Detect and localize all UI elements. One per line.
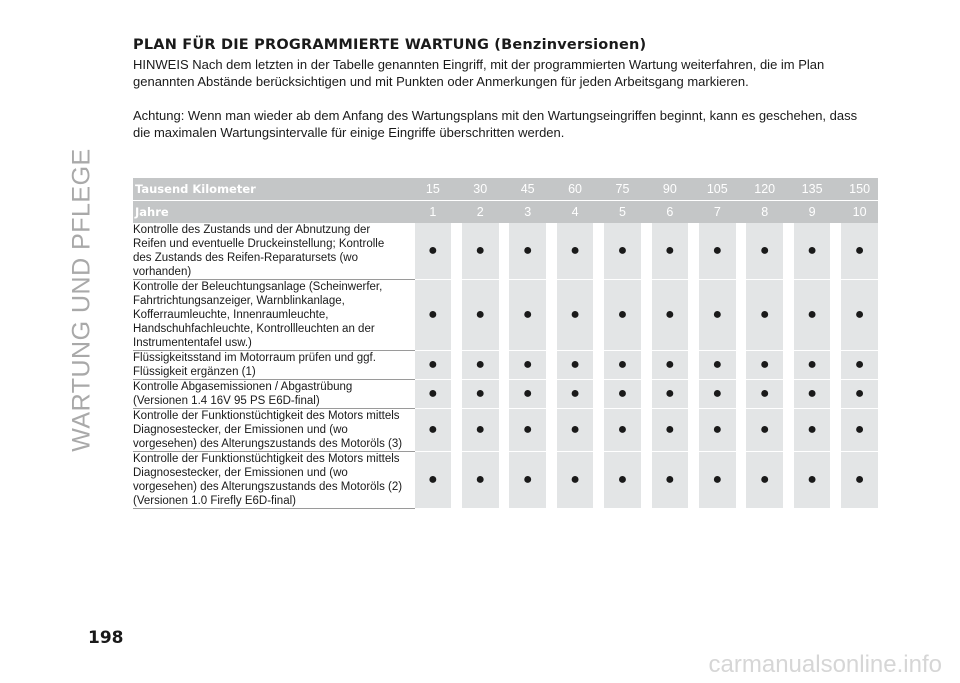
years-value: 4 <box>557 201 594 224</box>
cell-spacer <box>593 351 604 380</box>
service-description: Kontrolle Abgasemissionen / Abgastrübung (Versionen 1.4 16V 95 PS E6D-final) <box>133 380 402 409</box>
interval-cell <box>509 409 546 452</box>
cell-spacer <box>499 351 510 380</box>
page-content <box>133 36 878 141</box>
interval-cell <box>746 351 783 380</box>
service-mark-dot: ● <box>428 242 438 259</box>
header-spacer <box>783 178 794 201</box>
cell-spacer <box>830 452 841 509</box>
service-mark-dot: ● <box>522 471 533 488</box>
interval-cell <box>462 452 499 509</box>
km-value: 15 <box>415 178 452 201</box>
km-value: 45 <box>509 178 546 201</box>
cell-spacer <box>451 351 462 380</box>
interval-cell <box>652 351 689 380</box>
cell-spacer <box>451 223 462 280</box>
service-description: Kontrolle der Funktionstüchtigkeit des Motors mittels Diagnosestecker, der Emissionen und (wo vorgesehen) des Alterungszustands des Motoröls (3) <box>133 410 403 450</box>
service-mark-dot: ● <box>428 471 438 488</box>
service-mark-dot: ● <box>759 421 770 438</box>
cell-spacer <box>688 380 699 409</box>
service-mark-dot: ● <box>570 242 580 259</box>
service-mark-dot: ● <box>570 306 580 323</box>
cell-spacer <box>736 380 747 409</box>
cell-spacer <box>830 280 841 351</box>
years-value: 2 <box>462 201 499 224</box>
service-mark-dot: ● <box>854 356 865 373</box>
cell-spacer <box>783 351 794 380</box>
service-mark-dot: ● <box>428 421 438 438</box>
header-spacer <box>499 201 510 224</box>
interval-cell <box>604 351 641 380</box>
cell-spacer <box>593 452 604 509</box>
cell-spacer <box>546 351 557 380</box>
years-value: 1 <box>415 201 452 224</box>
interval-cell <box>699 409 736 452</box>
interval-cell <box>415 223 452 280</box>
interval-cell <box>557 452 594 509</box>
interval-cell <box>746 380 783 409</box>
interval-cell <box>462 280 499 351</box>
years-header-row <box>133 201 878 224</box>
cell-spacer <box>830 351 841 380</box>
km-value: 105 <box>699 178 736 201</box>
header-spacer <box>451 201 462 224</box>
interval-cell <box>841 380 878 409</box>
interval-cell <box>746 452 783 509</box>
header-spacer <box>546 178 557 201</box>
cell-spacer <box>499 380 510 409</box>
service-mark-dot: ● <box>475 471 486 488</box>
service-mark-dot: ● <box>807 421 817 438</box>
note-paragraph: HINWEIS Nach dem letzten in der Tabelle genannten Eingriff, mit der programmierten Wartung weiterfahren, die im Plan genannten Abstände berücksichtigen und mit Punkten oder Anmerkungen für jeden Arbeitsgang markieren. <box>133 57 825 89</box>
cell-spacer <box>593 409 604 452</box>
header-spacer <box>451 178 462 201</box>
cell-spacer <box>593 380 604 409</box>
cell-spacer <box>688 452 699 509</box>
service-mark-dot: ● <box>759 242 770 259</box>
page-number: 198 <box>88 628 124 648</box>
row-gap <box>402 351 414 380</box>
service-mark-dot: ● <box>617 471 628 488</box>
service-mark-dot: ● <box>807 242 817 259</box>
service-mark-dot: ● <box>665 471 675 488</box>
years-value: 3 <box>509 201 546 224</box>
service-mark-dot: ● <box>522 306 533 323</box>
header-spacer <box>736 201 747 224</box>
cell-spacer <box>641 409 652 452</box>
cell-spacer <box>546 280 557 351</box>
interval-cell <box>841 351 878 380</box>
header-spacer <box>688 201 699 224</box>
cell-spacer <box>736 409 747 452</box>
interval-cell <box>557 409 594 452</box>
service-mark-dot: ● <box>759 471 770 488</box>
header-spacer <box>830 201 841 224</box>
cell-spacer <box>451 380 462 409</box>
interval-cell <box>557 280 594 351</box>
service-mark-dot: ● <box>617 242 628 259</box>
service-mark-dot: ● <box>570 385 580 402</box>
service-mark-dot: ● <box>807 306 817 323</box>
interval-cell <box>509 351 546 380</box>
cell-spacer <box>641 452 652 509</box>
interval-cell <box>415 351 452 380</box>
years-value: 6 <box>652 201 689 224</box>
service-description: Kontrolle der Beleuchtungsanlage (Scheinwerfer, Fahrtrichtungsanzeiger, Warnblinkanlage, Kofferraumleuchte, Innenraumleuchte, Handschuhfachleuchte, Kontrollleuchten an der Instrumententafel usw.) <box>133 280 402 351</box>
service-mark-dot: ● <box>475 306 486 323</box>
service-mark-dot: ● <box>854 385 865 402</box>
service-mark-dot: ● <box>522 385 533 402</box>
interval-cell <box>462 223 499 280</box>
cell-spacer <box>830 223 841 280</box>
cell-spacer <box>499 409 510 452</box>
cell-spacer <box>593 280 604 351</box>
service-mark-dot: ● <box>854 421 865 438</box>
service-mark-dot: ● <box>475 385 486 402</box>
service-mark-dot: ● <box>665 421 675 438</box>
service-mark-dot: ● <box>807 385 817 402</box>
interval-cell <box>557 223 594 280</box>
interval-cell <box>841 409 878 452</box>
cell-spacer <box>830 380 841 409</box>
interval-cell <box>604 223 641 280</box>
km-value: 150 <box>841 178 878 201</box>
table-row <box>133 280 878 351</box>
table-row <box>133 409 878 452</box>
service-mark-dot: ● <box>854 471 865 488</box>
watermark: carmanualsonline.info <box>708 651 942 678</box>
service-mark-dot: ● <box>617 356 628 373</box>
years-value: 9 <box>794 201 831 224</box>
table-row <box>133 452 878 509</box>
service-mark-dot: ● <box>807 356 817 373</box>
service-mark-dot: ● <box>475 421 486 438</box>
header-spacer <box>593 178 604 201</box>
service-mark-dot: ● <box>428 356 438 373</box>
interval-cell <box>604 452 641 509</box>
interval-cell <box>746 280 783 351</box>
km-value: 60 <box>557 178 594 201</box>
interval-cell <box>794 280 831 351</box>
service-description: Kontrolle des Zustands und der Abnutzung der Reifen und eventuelle Druckeinstellung; Kontrolle des Zustands des Reifen-Reparatursets (wo vorhanden) <box>133 223 402 280</box>
km-value: 30 <box>462 178 499 201</box>
header-spacer <box>641 178 652 201</box>
interval-cell <box>699 452 736 509</box>
cell-spacer <box>546 409 557 452</box>
service-mark-dot: ● <box>570 356 580 373</box>
interval-cell <box>699 280 736 351</box>
service-mark-dot: ● <box>522 421 533 438</box>
years-value: 5 <box>604 201 641 224</box>
service-description: Flüssigkeitsstand im Motorraum prüfen und ggf. Flüssigkeit ergänzen (1) <box>133 351 402 380</box>
service-mark-dot: ● <box>712 242 723 259</box>
km-value: 135 <box>794 178 831 201</box>
service-mark-dot: ● <box>665 385 675 402</box>
cell-spacer <box>593 223 604 280</box>
warning-paragraph: Achtung: Wenn man wieder ab dem Anfang des Wartungsplans mit den Wartungseingriffen beginnt, kann es geschehen, dass die maximalen Wartungsintervalle für einige Eingriffe überschritten werden. <box>133 108 858 140</box>
interval-cell <box>604 409 641 452</box>
interval-cell <box>509 223 546 280</box>
interval-cell <box>652 280 689 351</box>
interval-cell <box>509 380 546 409</box>
interval-cell <box>699 351 736 380</box>
cell-spacer <box>783 409 794 452</box>
cell-spacer <box>641 380 652 409</box>
cell-spacer <box>736 452 747 509</box>
header-spacer <box>593 201 604 224</box>
service-mark-dot: ● <box>807 471 817 488</box>
interval-cell <box>462 351 499 380</box>
interval-cell <box>652 223 689 280</box>
page-title: PLAN FÜR DIE PROGRAMMIERTE WARTUNG (Benzinversionen) <box>133 37 647 53</box>
service-mark-dot: ● <box>522 356 533 373</box>
header-spacer <box>641 201 652 224</box>
maintenance-schedule-table <box>133 178 878 509</box>
interval-cell <box>841 280 878 351</box>
cell-spacer <box>499 223 510 280</box>
interval-cell <box>604 280 641 351</box>
cell-spacer <box>641 223 652 280</box>
service-mark-dot: ● <box>428 385 438 402</box>
cell-spacer <box>688 280 699 351</box>
service-mark-dot: ● <box>475 242 486 259</box>
interval-cell <box>557 380 594 409</box>
service-mark-dot: ● <box>617 385 628 402</box>
cell-spacer <box>546 380 557 409</box>
cell-spacer <box>783 223 794 280</box>
cell-spacer <box>783 452 794 509</box>
interval-cell <box>652 452 689 509</box>
interval-cell <box>794 409 831 452</box>
interval-cell <box>415 380 452 409</box>
header-spacer <box>783 201 794 224</box>
cell-spacer <box>688 223 699 280</box>
cell-spacer <box>546 223 557 280</box>
header-spacer <box>736 178 747 201</box>
service-mark-dot: ● <box>617 306 628 323</box>
interval-cell <box>509 280 546 351</box>
interval-cell <box>652 380 689 409</box>
interval-cell <box>415 409 452 452</box>
row-gap <box>402 280 414 351</box>
row-gap <box>402 409 414 452</box>
years-value: 8 <box>746 201 783 224</box>
service-mark-dot: ● <box>854 242 865 259</box>
service-mark-dot: ● <box>522 242 533 259</box>
service-mark-dot: ● <box>759 356 770 373</box>
cell-spacer <box>451 280 462 351</box>
row-gap <box>402 452 414 509</box>
cell-spacer <box>499 452 510 509</box>
header-spacer <box>546 201 557 224</box>
km-value: 75 <box>604 178 641 201</box>
service-mark-dot: ● <box>475 356 486 373</box>
cell-spacer <box>688 409 699 452</box>
interval-cell <box>462 409 499 452</box>
service-mark-dot: ● <box>617 421 628 438</box>
service-mark-dot: ● <box>570 421 580 438</box>
section-side-title: WARTUNG UND PFLEGE <box>67 148 96 452</box>
km-header-row <box>133 178 878 201</box>
interval-cell <box>841 223 878 280</box>
service-mark-dot: ● <box>712 421 723 438</box>
interval-cell <box>794 223 831 280</box>
interval-cell <box>794 452 831 509</box>
interval-cell <box>841 452 878 509</box>
table-row <box>133 380 878 409</box>
cell-spacer <box>641 351 652 380</box>
cell-spacer <box>451 452 462 509</box>
service-mark-dot: ● <box>570 471 580 488</box>
years-label: Jahre <box>133 201 415 224</box>
service-mark-dot: ● <box>712 471 723 488</box>
km-label: Tausend Kilometer <box>133 178 415 201</box>
cell-spacer <box>783 280 794 351</box>
km-value: 90 <box>652 178 689 201</box>
cell-spacer <box>641 280 652 351</box>
row-gap <box>402 223 414 280</box>
interval-cell <box>746 409 783 452</box>
interval-cell <box>462 380 499 409</box>
service-mark-dot: ● <box>759 306 770 323</box>
header-spacer <box>830 178 841 201</box>
table-row <box>133 223 878 280</box>
cell-spacer <box>736 280 747 351</box>
years-value: 7 <box>699 201 736 224</box>
interval-cell <box>509 452 546 509</box>
cell-spacer <box>736 351 747 380</box>
service-mark-dot: ● <box>759 385 770 402</box>
interval-cell <box>557 351 594 380</box>
interval-cell <box>652 409 689 452</box>
header-spacer <box>499 178 510 201</box>
service-mark-dot: ● <box>428 306 438 323</box>
cell-spacer <box>451 409 462 452</box>
interval-cell <box>699 380 736 409</box>
cell-spacer <box>546 452 557 509</box>
interval-cell <box>699 223 736 280</box>
service-description: Kontrolle der Funktionstüchtigkeit des Motors mittels Diagnosestecker, der Emissionen und (wo vorgesehen) des Alterungszustands des Motoröls (2) (Versionen 1.0 Firefly E6D-final) <box>133 453 403 507</box>
service-mark-dot: ● <box>712 306 723 323</box>
interval-cell <box>415 452 452 509</box>
service-mark-dot: ● <box>665 306 675 323</box>
header-spacer <box>688 178 699 201</box>
km-value: 120 <box>746 178 783 201</box>
cell-spacer <box>783 380 794 409</box>
interval-cell <box>604 380 641 409</box>
interval-cell <box>415 280 452 351</box>
service-mark-dot: ● <box>712 385 723 402</box>
service-mark-dot: ● <box>665 356 675 373</box>
cell-spacer <box>499 280 510 351</box>
interval-cell <box>794 351 831 380</box>
interval-cell <box>746 223 783 280</box>
service-mark-dot: ● <box>854 306 865 323</box>
cell-spacer <box>830 409 841 452</box>
cell-spacer <box>688 351 699 380</box>
years-value: 10 <box>841 201 878 224</box>
cell-spacer <box>736 223 747 280</box>
table-row <box>133 351 878 380</box>
service-mark-dot: ● <box>712 356 723 373</box>
row-gap <box>402 380 414 409</box>
service-mark-dot: ● <box>665 242 675 259</box>
interval-cell <box>794 380 831 409</box>
